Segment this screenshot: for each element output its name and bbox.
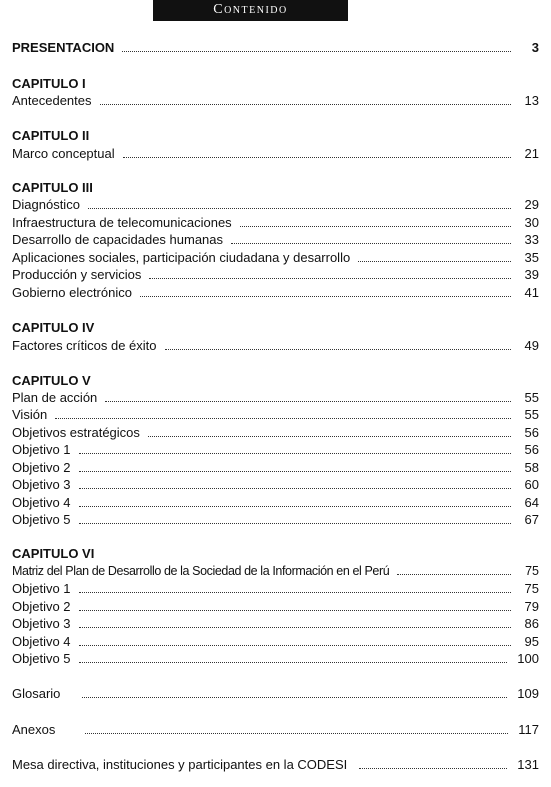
toc-entry[interactable] <box>12 390 539 406</box>
dot-leader <box>358 251 511 262</box>
dot-leader <box>79 582 511 593</box>
toc-page-number: 60 <box>524 477 539 492</box>
dot-leader <box>359 758 507 769</box>
toc-page-number: 75 <box>524 581 539 596</box>
dot-leader <box>88 198 511 209</box>
toc-entry[interactable] <box>12 512 539 528</box>
chapter-heading-3: CAPITULO III <box>12 180 93 195</box>
toc-page-number: 21 <box>524 146 539 161</box>
toc-entry[interactable] <box>12 215 539 231</box>
toc-page-number: 13 <box>524 93 539 108</box>
toc-page-number: 117 <box>518 722 539 737</box>
toc-entry[interactable] <box>12 93 539 109</box>
toc-entry-label: Plan de acción <box>12 390 98 405</box>
toc-page-number: 79 <box>524 599 539 614</box>
toc-page-number: 56 <box>524 442 539 457</box>
toc-page-number: 33 <box>524 232 539 247</box>
toc-entry-mesa[interactable] <box>12 757 539 773</box>
toc-entry[interactable] <box>12 564 539 580</box>
toc-entry[interactable] <box>12 651 539 667</box>
toc-entry-label: Matriz del Plan de Desarrollo de la Sociedad de la Información en el Perú <box>12 564 390 578</box>
dot-leader <box>122 41 511 52</box>
toc-entry[interactable] <box>12 197 539 213</box>
dot-leader <box>397 564 511 575</box>
toc-entry[interactable] <box>12 338 539 354</box>
toc-entry-label: PRESENTACION <box>12 40 115 55</box>
toc-entry[interactable] <box>12 495 539 511</box>
dot-leader <box>165 339 512 350</box>
chapter-heading-4: CAPITULO IV <box>12 320 95 335</box>
dot-leader <box>231 233 511 244</box>
dot-leader <box>79 478 511 489</box>
dot-leader <box>79 652 508 663</box>
dot-leader <box>140 286 511 297</box>
dot-leader <box>79 496 511 507</box>
dot-leader <box>85 723 508 734</box>
toc-page-number: 95 <box>524 634 539 649</box>
toc-page-number: 3 <box>531 40 539 55</box>
toc-entry-label: Visión <box>12 407 48 422</box>
chapter-heading-6: CAPITULO VI <box>12 546 95 561</box>
toc-entry-label: Gobierno electrónico <box>12 285 132 300</box>
chapter-heading-1: CAPITULO I <box>12 76 86 91</box>
toc-entry-label: Aplicaciones sociales, participación ciudadana y desarrollo <box>12 250 351 265</box>
dot-leader <box>55 408 511 419</box>
toc-entry-anexos[interactable] <box>12 722 539 738</box>
toc-entry[interactable] <box>12 285 539 301</box>
toc-entry[interactable] <box>12 460 539 476</box>
toc-page-number: 86 <box>524 616 539 631</box>
toc-page-number: 67 <box>524 512 539 527</box>
toc-entry-label: Antecedentes <box>12 93 92 108</box>
toc-page-number: 39 <box>524 267 539 282</box>
toc-entry-label: Objetivo 2 <box>12 460 71 475</box>
toc-entry-presentacion[interactable] <box>12 40 539 56</box>
dot-leader <box>79 617 511 628</box>
dot-leader <box>79 461 511 472</box>
toc-page-number: 55 <box>524 390 539 405</box>
dot-leader <box>79 635 511 646</box>
toc-entry[interactable] <box>12 442 539 458</box>
toc-entry[interactable] <box>12 407 539 423</box>
toc-page-number: 30 <box>524 215 539 230</box>
toc-page-number: 55 <box>524 407 539 422</box>
dot-leader <box>79 600 511 611</box>
toc-entry-label: Glosario <box>12 686 61 701</box>
dot-leader <box>149 268 511 279</box>
toc-page-number: 64 <box>524 495 539 510</box>
toc-entry[interactable] <box>12 616 539 632</box>
toc-entry-label: Objetivo 3 <box>12 477 71 492</box>
toc-page-number: 109 <box>517 686 539 701</box>
toc-entry-label: Objetivo 5 <box>12 512 71 527</box>
toc-entry[interactable] <box>12 232 539 248</box>
toc-entry[interactable] <box>12 634 539 650</box>
toc-entry[interactable] <box>12 581 539 597</box>
toc-entry-label: Objetivo 2 <box>12 599 71 614</box>
toc-entry-label: Desarrollo de capacidades humanas <box>12 232 224 247</box>
toc-entry-label: Objetivo 1 <box>12 442 71 457</box>
toc-entry-label: Objetivo 3 <box>12 616 71 631</box>
toc-entry-label: Objetivos estratégicos <box>12 425 140 440</box>
toc-page-number: 100 <box>517 651 539 666</box>
toc-entry[interactable] <box>12 425 539 441</box>
toc-page-number: 56 <box>524 425 539 440</box>
chapter-heading-2: CAPITULO II <box>12 128 90 143</box>
chapter-heading-5: CAPITULO V <box>12 373 91 388</box>
toc-entry[interactable] <box>12 267 539 283</box>
toc-entry[interactable] <box>12 599 539 615</box>
toc-entry-label: Factores críticos de éxito <box>12 338 157 353</box>
toc-entry[interactable] <box>12 250 539 266</box>
dot-leader <box>240 216 511 227</box>
dot-leader <box>79 513 511 524</box>
toc-page-number: 49 <box>524 338 539 353</box>
toc-page-number: 29 <box>524 197 539 212</box>
toc-entry-label: Diagnóstico <box>12 197 80 212</box>
dot-leader <box>79 443 511 454</box>
toc-page-number: 58 <box>524 460 539 475</box>
toc-entry-glosario[interactable] <box>12 686 539 702</box>
toc-entry-label: Objetivo 5 <box>12 651 71 666</box>
toc-entry[interactable] <box>12 477 539 493</box>
dot-leader <box>148 426 511 437</box>
toc-entry-label: Objetivo 4 <box>12 634 71 649</box>
dot-leader <box>105 391 511 402</box>
dot-leader <box>82 687 507 698</box>
toc-entry-label: Mesa directiva, instituciones y participantes en la CODESI <box>12 757 348 772</box>
dot-leader <box>123 147 511 158</box>
toc-page-number: 35 <box>524 250 539 265</box>
toc-entry-label: Marco conceptual <box>12 146 115 161</box>
toc-entry-label: Anexos <box>12 722 56 737</box>
toc-entry-label: Objetivo 4 <box>12 495 71 510</box>
toc-page-number: 131 <box>517 757 539 772</box>
toc-entry-label: Producción y servicios <box>12 267 142 282</box>
toc-page-number: 75 <box>525 564 539 578</box>
toc-entry-label: Objetivo 1 <box>12 581 71 596</box>
toc-entry[interactable] <box>12 146 539 162</box>
toc-page-number: 41 <box>524 285 539 300</box>
contents-title: Contenido <box>153 0 348 21</box>
dot-leader <box>100 94 511 105</box>
toc-entry-label: Infraestructura de telecomunicaciones <box>12 215 232 230</box>
